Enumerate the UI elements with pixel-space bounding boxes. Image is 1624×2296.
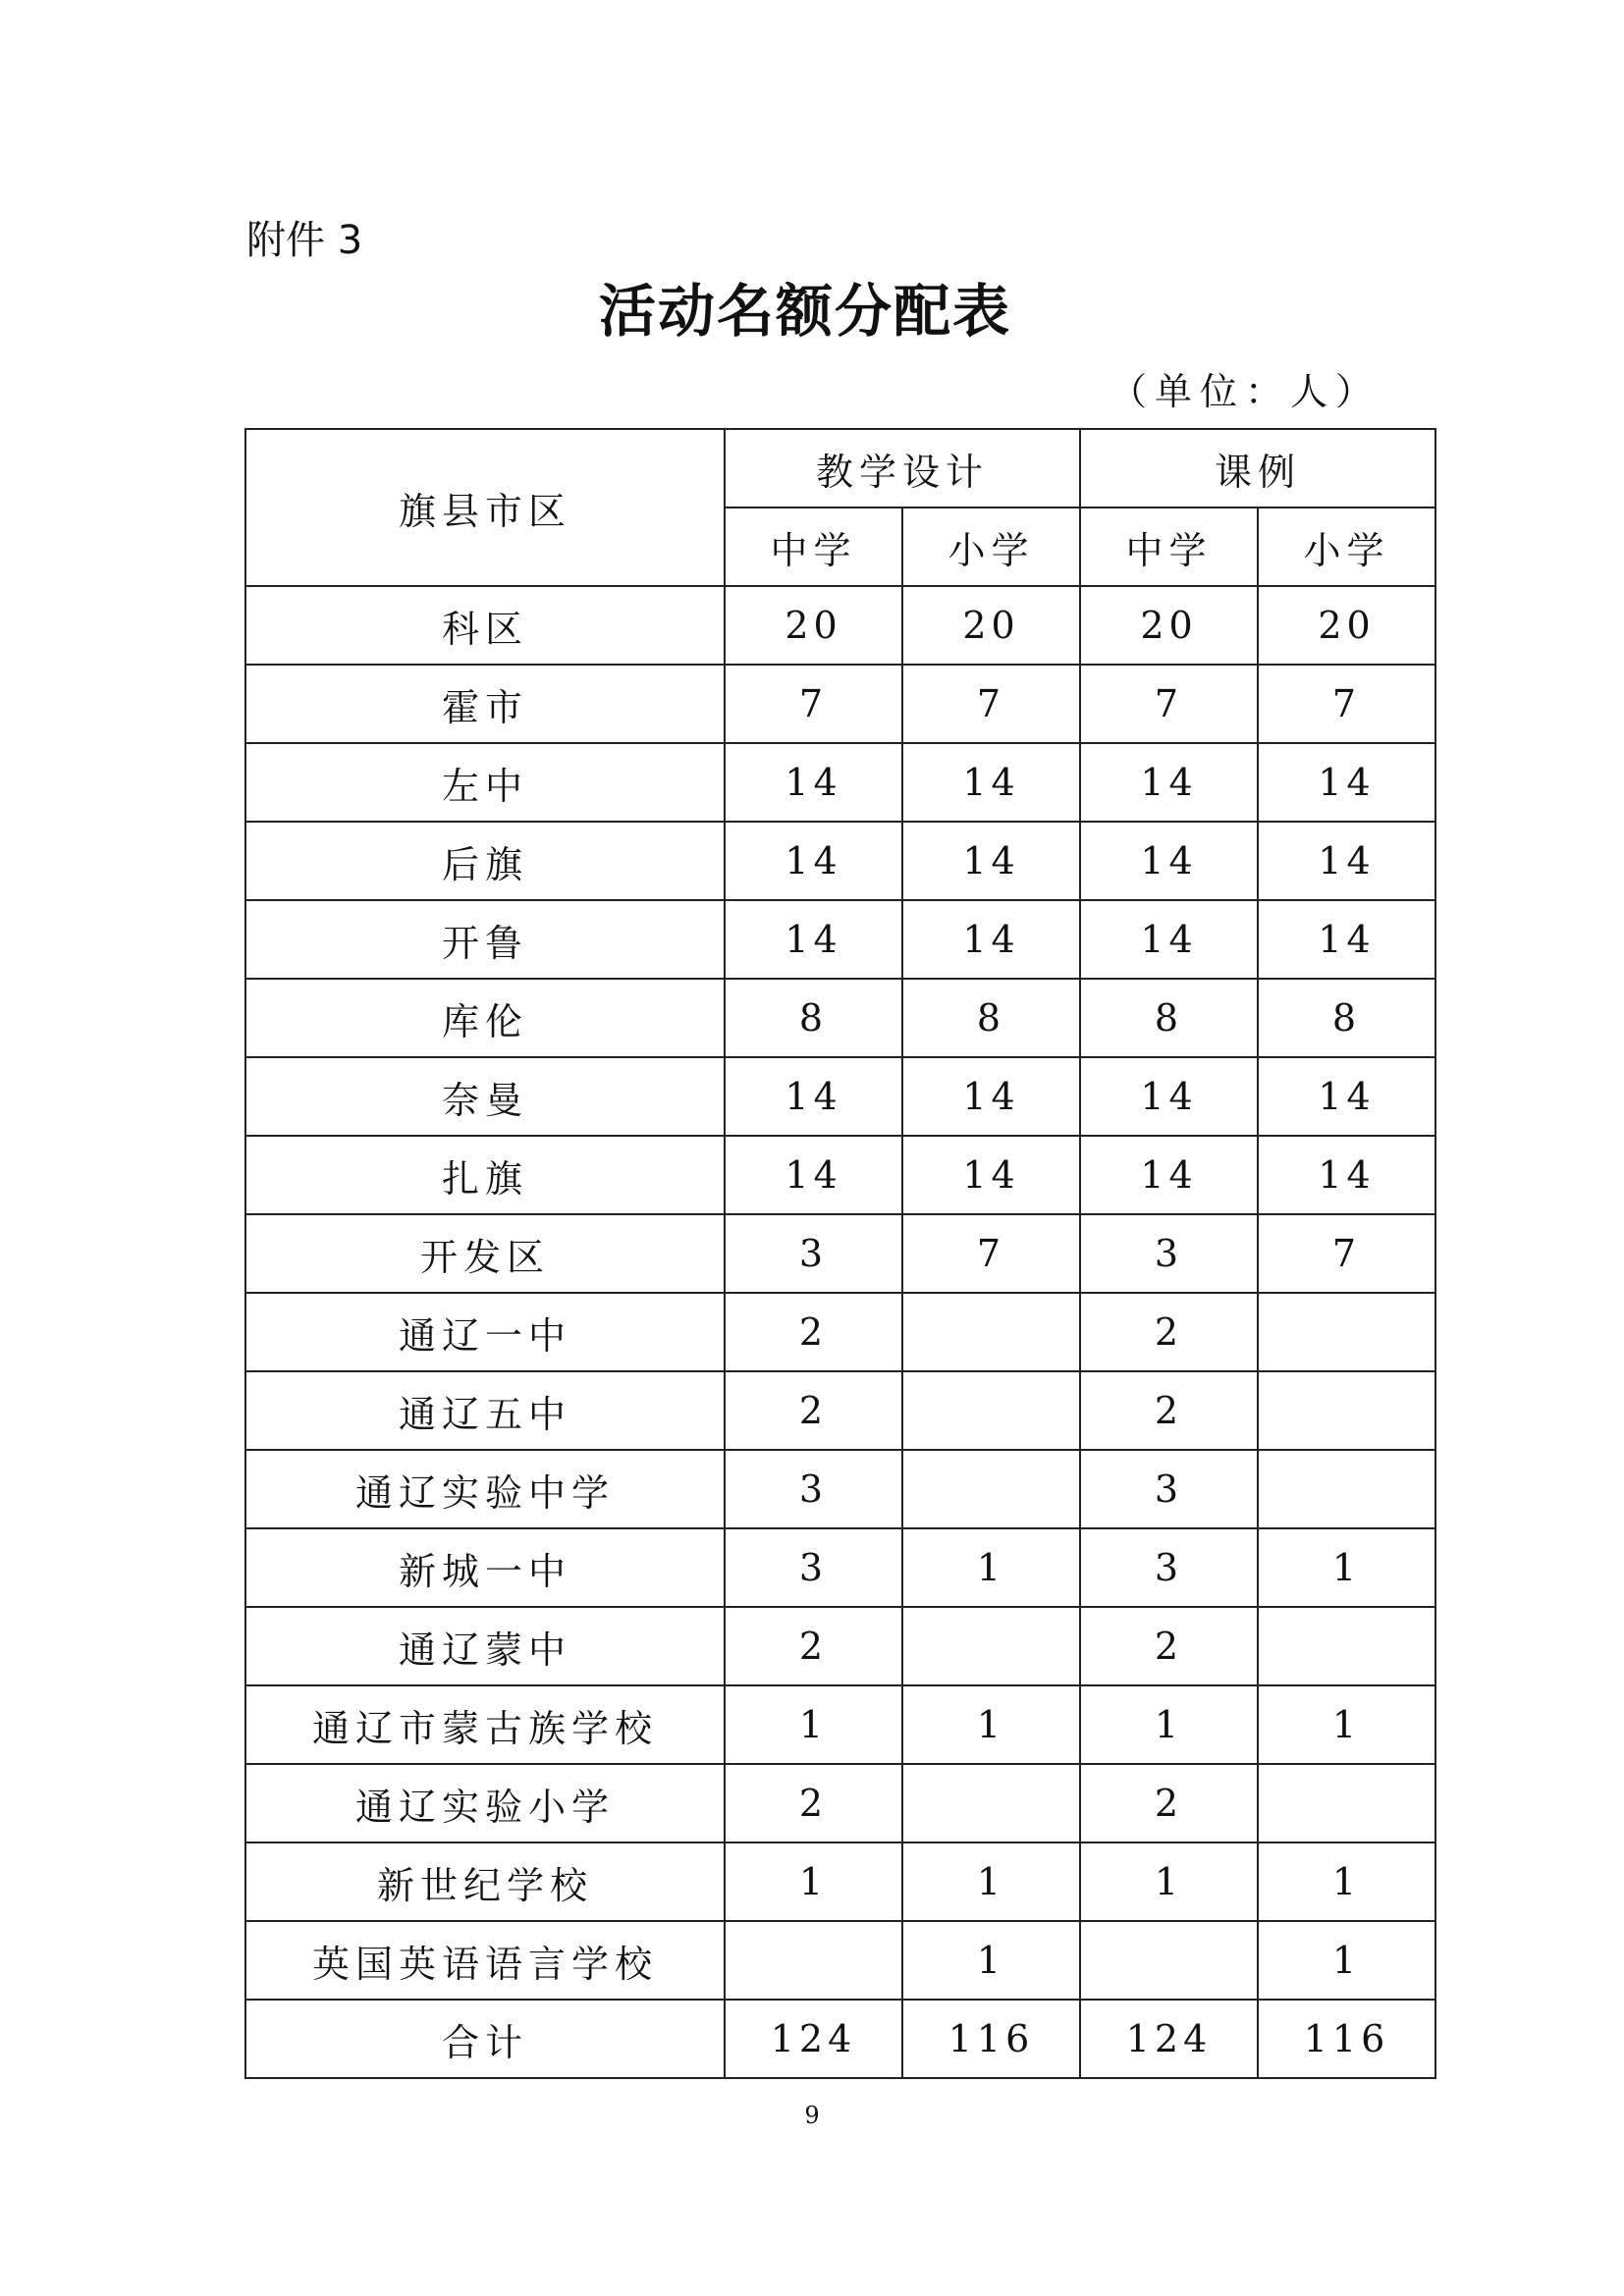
- quota-value-cell: 20: [1258, 586, 1435, 665]
- table-row: [245, 1057, 1435, 1136]
- region-name-cell: 科区: [245, 586, 725, 665]
- quota-value-cell: 8: [1080, 979, 1258, 1057]
- quota-value-cell: 14: [1258, 822, 1435, 900]
- table-row: [245, 1293, 1435, 1371]
- quota-value-cell: 1: [1080, 1842, 1258, 1921]
- page-title: 活动名额分配表: [598, 278, 1011, 345]
- quota-value-cell: 116: [1258, 2000, 1435, 2078]
- region-name-cell: 左中: [245, 743, 725, 822]
- subheader-primary-school: 小学: [1258, 507, 1435, 586]
- quota-value-cell: 3: [725, 1450, 902, 1528]
- page-number: 9: [804, 2102, 820, 2129]
- quota-value-cell: 2: [1080, 1607, 1258, 1685]
- quota-value-cell: 124: [1080, 2000, 1258, 2078]
- quota-value-cell: 3: [1080, 1528, 1258, 1607]
- quota-value-cell: 14: [725, 743, 902, 822]
- quota-value-cell: 14: [725, 1057, 902, 1136]
- quota-value-cell: [1258, 1607, 1435, 1685]
- region-name-cell: 奈曼: [245, 1057, 725, 1136]
- table-row: [245, 586, 1435, 665]
- region-name-cell: 扎旗: [245, 1136, 725, 1214]
- group-header-teaching-design: 教学设计: [725, 429, 1080, 507]
- table-row: [245, 1685, 1435, 1764]
- quota-value-cell: 14: [902, 1136, 1080, 1214]
- region-name-cell: 开鲁: [245, 900, 725, 979]
- quota-value-cell: 1: [902, 1842, 1080, 1921]
- quota-value-cell: 20: [725, 586, 902, 665]
- region-name-cell: 后旗: [245, 822, 725, 900]
- table-row: [245, 822, 1435, 900]
- table-row: [245, 1450, 1435, 1528]
- quota-value-cell: 1: [1080, 1685, 1258, 1764]
- quota-value-cell: 14: [1080, 1136, 1258, 1214]
- quota-value-cell: 8: [725, 979, 902, 1057]
- region-name-cell: 通辽实验小学: [245, 1764, 725, 1842]
- region-name-cell: 通辽蒙中: [245, 1607, 725, 1685]
- quota-value-cell: 7: [1258, 1214, 1435, 1293]
- quota-value-cell: [1258, 1293, 1435, 1371]
- quota-value-cell: [902, 1293, 1080, 1371]
- region-name-cell: 开发区: [245, 1214, 725, 1293]
- table-header-row: [245, 429, 1435, 507]
- quota-value-cell: 3: [1080, 1214, 1258, 1293]
- table-row: [245, 665, 1435, 743]
- quota-value-cell: 14: [725, 900, 902, 979]
- quota-value-cell: 14: [902, 1057, 1080, 1136]
- quota-value-cell: 14: [1080, 1057, 1258, 1136]
- quota-value-cell: 1: [902, 1528, 1080, 1607]
- table-row: [245, 900, 1435, 979]
- quota-value-cell: 14: [1258, 900, 1435, 979]
- quota-value-cell: 14: [1258, 1057, 1435, 1136]
- table-row: [245, 1764, 1435, 1842]
- quota-value-cell: 20: [902, 586, 1080, 665]
- quota-value-cell: 14: [902, 743, 1080, 822]
- quota-value-cell: [1080, 1921, 1258, 2000]
- quota-value-cell: 2: [725, 1371, 902, 1450]
- quota-value-cell: 14: [725, 1136, 902, 1214]
- quota-value-cell: 2: [1080, 1293, 1258, 1371]
- quota-value-cell: 14: [1258, 1136, 1435, 1214]
- quota-value-cell: [902, 1607, 1080, 1685]
- quota-value-cell: 8: [1258, 979, 1435, 1057]
- quota-value-cell: 14: [725, 822, 902, 900]
- quota-value-cell: [1258, 1450, 1435, 1528]
- quota-value-cell: 1: [902, 1685, 1080, 1764]
- quota-value-cell: 14: [1080, 900, 1258, 979]
- group-header-lesson-example: 课例: [1080, 429, 1435, 507]
- region-name-cell: 库伦: [245, 979, 725, 1057]
- quota-value-cell: 7: [1258, 665, 1435, 743]
- table-row: [245, 743, 1435, 822]
- region-name-cell: 通辽实验中学: [245, 1450, 725, 1528]
- quota-value-cell: 2: [1080, 1764, 1258, 1842]
- quota-value-cell: 3: [725, 1528, 902, 1607]
- table-row: [245, 979, 1435, 1057]
- quota-value-cell: 1: [725, 1842, 902, 1921]
- quota-value-cell: 2: [725, 1293, 902, 1371]
- quota-value-cell: [1258, 1764, 1435, 1842]
- subheader-primary-school: 小学: [902, 507, 1080, 586]
- table-row: [245, 1607, 1435, 1685]
- subheader-middle-school: 中学: [1080, 507, 1258, 586]
- table-row: [245, 2000, 1435, 2078]
- quota-value-cell: 2: [725, 1607, 902, 1685]
- quota-value-cell: 2: [725, 1764, 902, 1842]
- quota-value-cell: [902, 1764, 1080, 1842]
- quota-value-cell: 14: [1080, 822, 1258, 900]
- quota-value-cell: 1: [725, 1685, 902, 1764]
- quota-value-cell: 1: [1258, 1842, 1435, 1921]
- quota-value-cell: 1: [1258, 1528, 1435, 1607]
- quota-value-cell: 8: [902, 979, 1080, 1057]
- quota-value-cell: [902, 1450, 1080, 1528]
- quota-value-cell: 1: [902, 1921, 1080, 2000]
- subheader-middle-school: 中学: [725, 507, 902, 586]
- region-name-cell: 新世纪学校: [245, 1842, 725, 1921]
- quota-value-cell: 14: [902, 900, 1080, 979]
- quota-value-cell: 20: [1080, 586, 1258, 665]
- region-name-cell: 霍市: [245, 665, 725, 743]
- quota-value-cell: 2: [1080, 1371, 1258, 1450]
- quota-value-cell: 124: [725, 2000, 902, 2078]
- attachment-label: 附件 3: [246, 218, 363, 263]
- quota-table: [244, 428, 1436, 2079]
- region-column-header: 旗县市区: [245, 429, 725, 586]
- table-row: [245, 1528, 1435, 1607]
- quota-value-cell: 7: [1080, 665, 1258, 743]
- table-row: [245, 1921, 1435, 2000]
- quota-value-cell: 14: [1080, 743, 1258, 822]
- table-row: [245, 1214, 1435, 1293]
- table-row: [245, 1842, 1435, 1921]
- quota-value-cell: 7: [725, 665, 902, 743]
- table-row: [245, 1136, 1435, 1214]
- region-name-cell: 新城一中: [245, 1528, 725, 1607]
- quota-value-cell: 14: [1258, 743, 1435, 822]
- region-name-cell: 英国英语语言学校: [245, 1921, 725, 2000]
- quota-value-cell: 1: [1258, 1921, 1435, 2000]
- quota-value-cell: [902, 1371, 1080, 1450]
- quota-value-cell: 14: [902, 822, 1080, 900]
- region-name-cell: 合计: [245, 2000, 725, 2078]
- region-name-cell: 通辽市蒙古族学校: [245, 1685, 725, 1764]
- quota-value-cell: 7: [902, 665, 1080, 743]
- quota-value-cell: 3: [725, 1214, 902, 1293]
- quota-value-cell: 116: [902, 2000, 1080, 2078]
- table-row: [245, 1371, 1435, 1450]
- quota-value-cell: [725, 1921, 902, 2000]
- quota-value-cell: [1258, 1371, 1435, 1450]
- region-name-cell: 通辽五中: [245, 1371, 725, 1450]
- unit-note: （单位：人）: [1110, 370, 1381, 413]
- quota-value-cell: 1: [1258, 1685, 1435, 1764]
- quota-value-cell: 7: [902, 1214, 1080, 1293]
- region-name-cell: 通辽一中: [245, 1293, 725, 1371]
- quota-value-cell: 3: [1080, 1450, 1258, 1528]
